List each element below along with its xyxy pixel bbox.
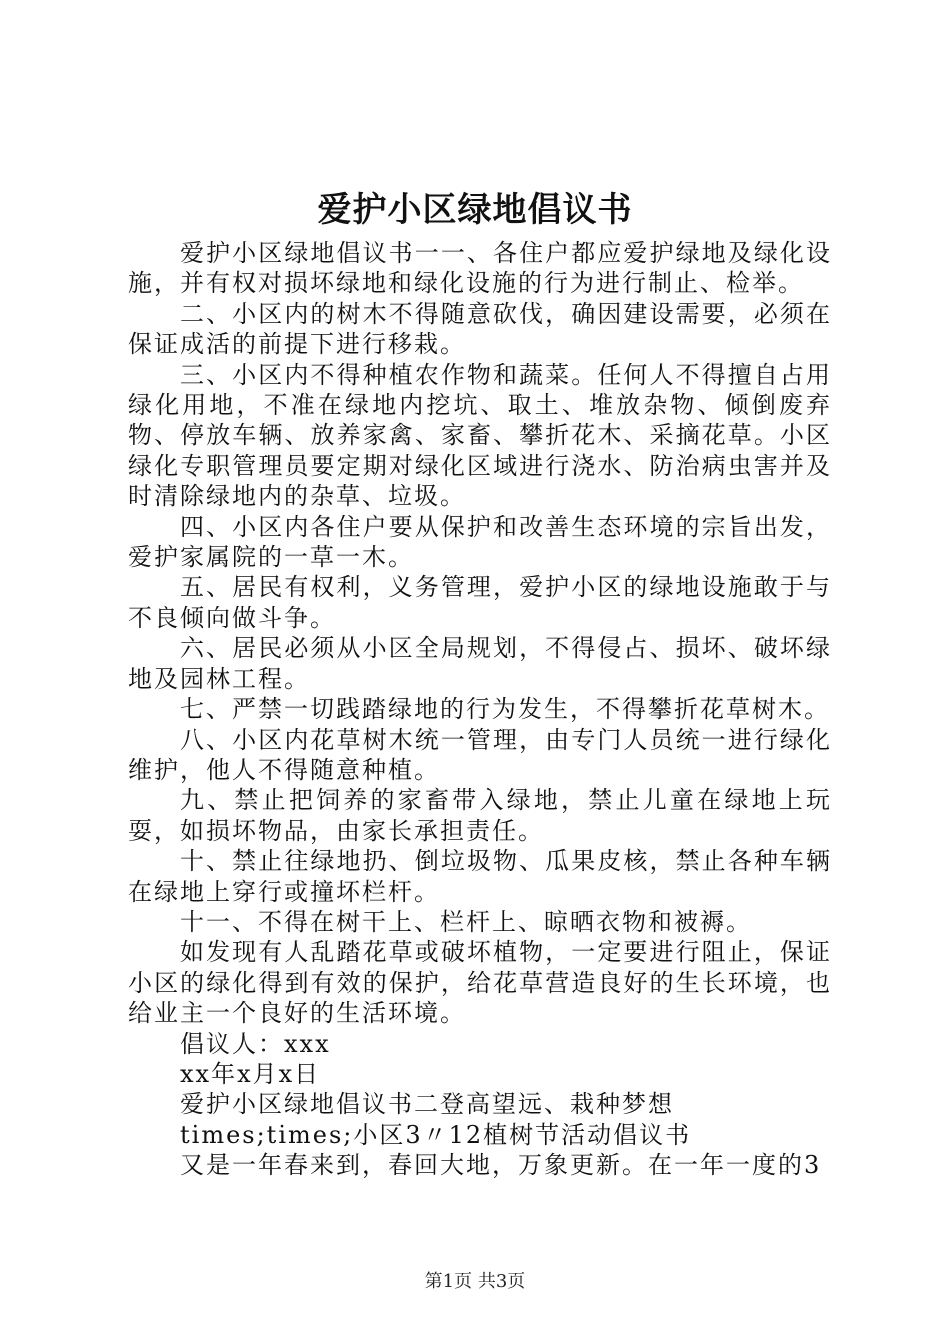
paragraph-5: 五、居民有权利，义务管理，爱护小区的绿地设施敢于与不良倾向做斗争。 xyxy=(128,573,832,632)
paragraph-9: 九、禁止把饲养的家畜带入绿地，禁止儿童在绿地上玩耍，如损坏物品，由家长承担责任。 xyxy=(128,786,832,845)
paragraph-10: 十、禁止往绿地扔、倒垃圾物、瓜果皮核，禁止各种车辆在绿地上穿行或撞坏栏杆。 xyxy=(128,847,832,906)
paragraph-1: 爱护小区绿地倡议书一一、各住户都应爱护绿地及绿化设施，并有权对损坏绿地和绿化设施的行为进行制止、检举。 xyxy=(128,239,832,298)
paragraph-3: 三、小区内不得种植农作物和蔬菜。任何人不得擅自占用绿化用地，不准在绿地内挖坑、取土、堆放杂物、倾倒废弃物、停放车辆、放养家禽、家畜、攀折花木、采摘花草。小区绿化专职管理员要定期对绿化区域进行浇水、防治病虫害并及时清除绿地内的杂草、垃圾。 xyxy=(128,360,832,511)
second-doc-heading: 爱护小区绿地倡议书二登高望远、栽种梦想 xyxy=(180,1090,674,1119)
date-line: xx年x月x日 xyxy=(180,1059,321,1088)
paragraph-8: 八、小区内花草树木统一管理，由专门人员统一进行绿化维护，他人不得随意种植。 xyxy=(128,725,832,784)
paragraph-2: 二、小区内的树木不得随意砍伐，确因建设需要，必须在保证成活的前提下进行移栽。 xyxy=(128,299,832,359)
paragraph-4: 四、小区内各住户要从保护和改善生态环境的宗旨出发，爱护家属院的一草一木。 xyxy=(128,512,832,572)
second-doc-paragraph-1: 又是一年春来到，春回大地，万象更新。在一年一度的3 xyxy=(180,1151,822,1180)
paragraph-11: 十一、不得在树干上、栏杆上、晾晒衣物和被褥。 xyxy=(180,907,752,936)
paragraph-6: 六、居民必须从小区全局规划，不得侵占、损坏、破坏绿地及园林工程。 xyxy=(128,634,832,693)
page-footer: 第1页 共3页 xyxy=(424,1271,526,1292)
document-body xyxy=(128,238,832,1181)
document-title: 爱护小区绿地倡议书 xyxy=(317,190,633,230)
paragraph-closing: 如发现有人乱踏花草或破坏植物，一定要进行阻止，保证小区的绿化得到有效的保护，给花草营造良好的生长环境，也给业主一个良好的生活环境。 xyxy=(128,938,832,1028)
signatory-line: 倡议人：xxx xyxy=(180,1029,331,1058)
paragraph-7: 七、严禁一切践踏绿地的行为发生，不得攀折花草树木。 xyxy=(180,695,830,724)
second-doc-subheading: times;times;小区3〃12植树节活动倡议书 xyxy=(180,1120,692,1149)
